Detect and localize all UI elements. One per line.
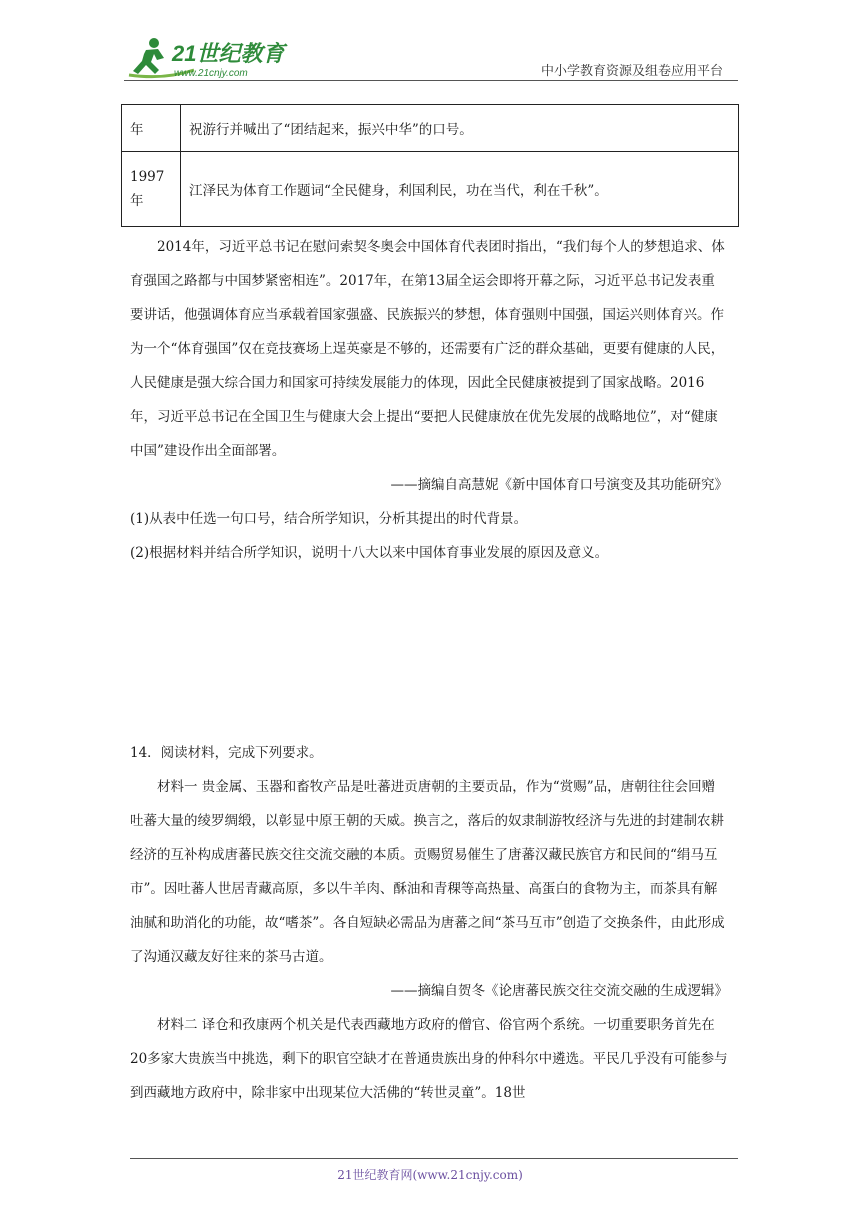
q13-question-1: (1)从表中任选一句口号，结合所学知识，分析其提出的时代背景。 <box>130 511 528 527</box>
q13-question-2: (2)根据材料并结合所学知识，说明十八大以来中国体育事业发展的原因及意义。 <box>130 545 609 561</box>
logo-main-text: 21世纪教育 <box>172 41 285 66</box>
site-logo <box>124 34 294 82</box>
table-cell-year <box>122 152 181 227</box>
table-cell-event: 祝游行并喊出了“团结起来，振兴中华”的口号。 <box>181 105 739 152</box>
header-divider <box>124 80 738 81</box>
table-row <box>122 105 739 152</box>
year-line: 年 <box>130 193 144 209</box>
table-row <box>122 152 739 227</box>
table-cell-year: 年 <box>122 105 181 152</box>
q13-material: 2014年，习近平总书记在慰问索契冬奥会中国体育代表团时指出，“我们每个人的梦想追求、体育强国之路都与中国梦紧密相连”。2017年，在第13届全运会即将开幕之际，习近平总书记发表重要讲话，他强调体育应当承载着国家强盛、民族振兴的梦想，体育强则中国强，国运兴则体育兴。作为一个“体育强国”仅在竞技赛场上逞英豪是不够的，还需要有广泛的群众基础，更要有健康的人民，人民健康是强大综合国力和国家可持续发展能力的体现，因此全民健康被提到了国家战略。2016年，习近平总书记在全国卫生与健康大会上提出“要把人民健康放在优先发展的战略地位”，对“健康中国”建设作出全面部署。 <box>130 239 725 459</box>
header-platform-text: 中小学教育资源及组卷应用平台 <box>540 64 723 79</box>
logo-sub-text: www.21cnjy.com <box>174 68 248 79</box>
q13-source: ——摘编自高慧妮《新中国体育口号演变及其功能研究》 <box>390 477 728 493</box>
footer-divider <box>130 1158 738 1159</box>
slogan-table <box>121 104 739 227</box>
q14-title: 14．阅读材料，完成下列要求。 <box>130 745 323 761</box>
table-cell-event: 江泽民为体育工作题词“全民健身，利国利民，功在当代，利在千秋”。 <box>181 152 739 227</box>
q14-material-2: 材料二 译仓和孜康两个机关是代表西藏地方政府的僧官、俗官两个系统。一切重要职务首先在20多家大贵族当中挑选，剩下的职官空缺才在普通贵族出身的仲科尔中遴选。平民几乎没有可能参与到西藏地方政府中，除非家中出现某位大活佛的“转世灵童”。18世 <box>130 1017 728 1101</box>
year-line: 1997 <box>130 169 165 185</box>
q14-source-1: ——摘编自贺冬《论唐蕃民族交往交流交融的生成逻辑》 <box>390 983 728 999</box>
footer-text: 21世纪教育网(www.21cnjy.com) <box>337 1168 523 1182</box>
q14-material-1: 材料一 贵金属、玉器和畜牧产品是吐蕃进贡唐朝的主要贡品，作为“赏赐”品，唐朝往往会回赠吐蕃大量的绫罗绸缎，以彰显中原王朝的天威。换言之，落后的奴隶制游牧经济与先进的封建制农耕经济的互补构成唐蕃民族交往交流交融的本质。贡赐贸易催生了唐蕃汉藏民族官方和民间的“绢马互市”。因吐蕃人世居青藏高原，多以牛羊肉、酥油和青稞等高热量、高蛋白的食物为主，而茶具有解油腻和助消化的功能，故“嗜茶”。各自短缺必需品为唐蕃之间“茶马互市”创造了交换条件，由此形成了沟通汉藏友好往来的茶马古道。 <box>130 779 725 965</box>
